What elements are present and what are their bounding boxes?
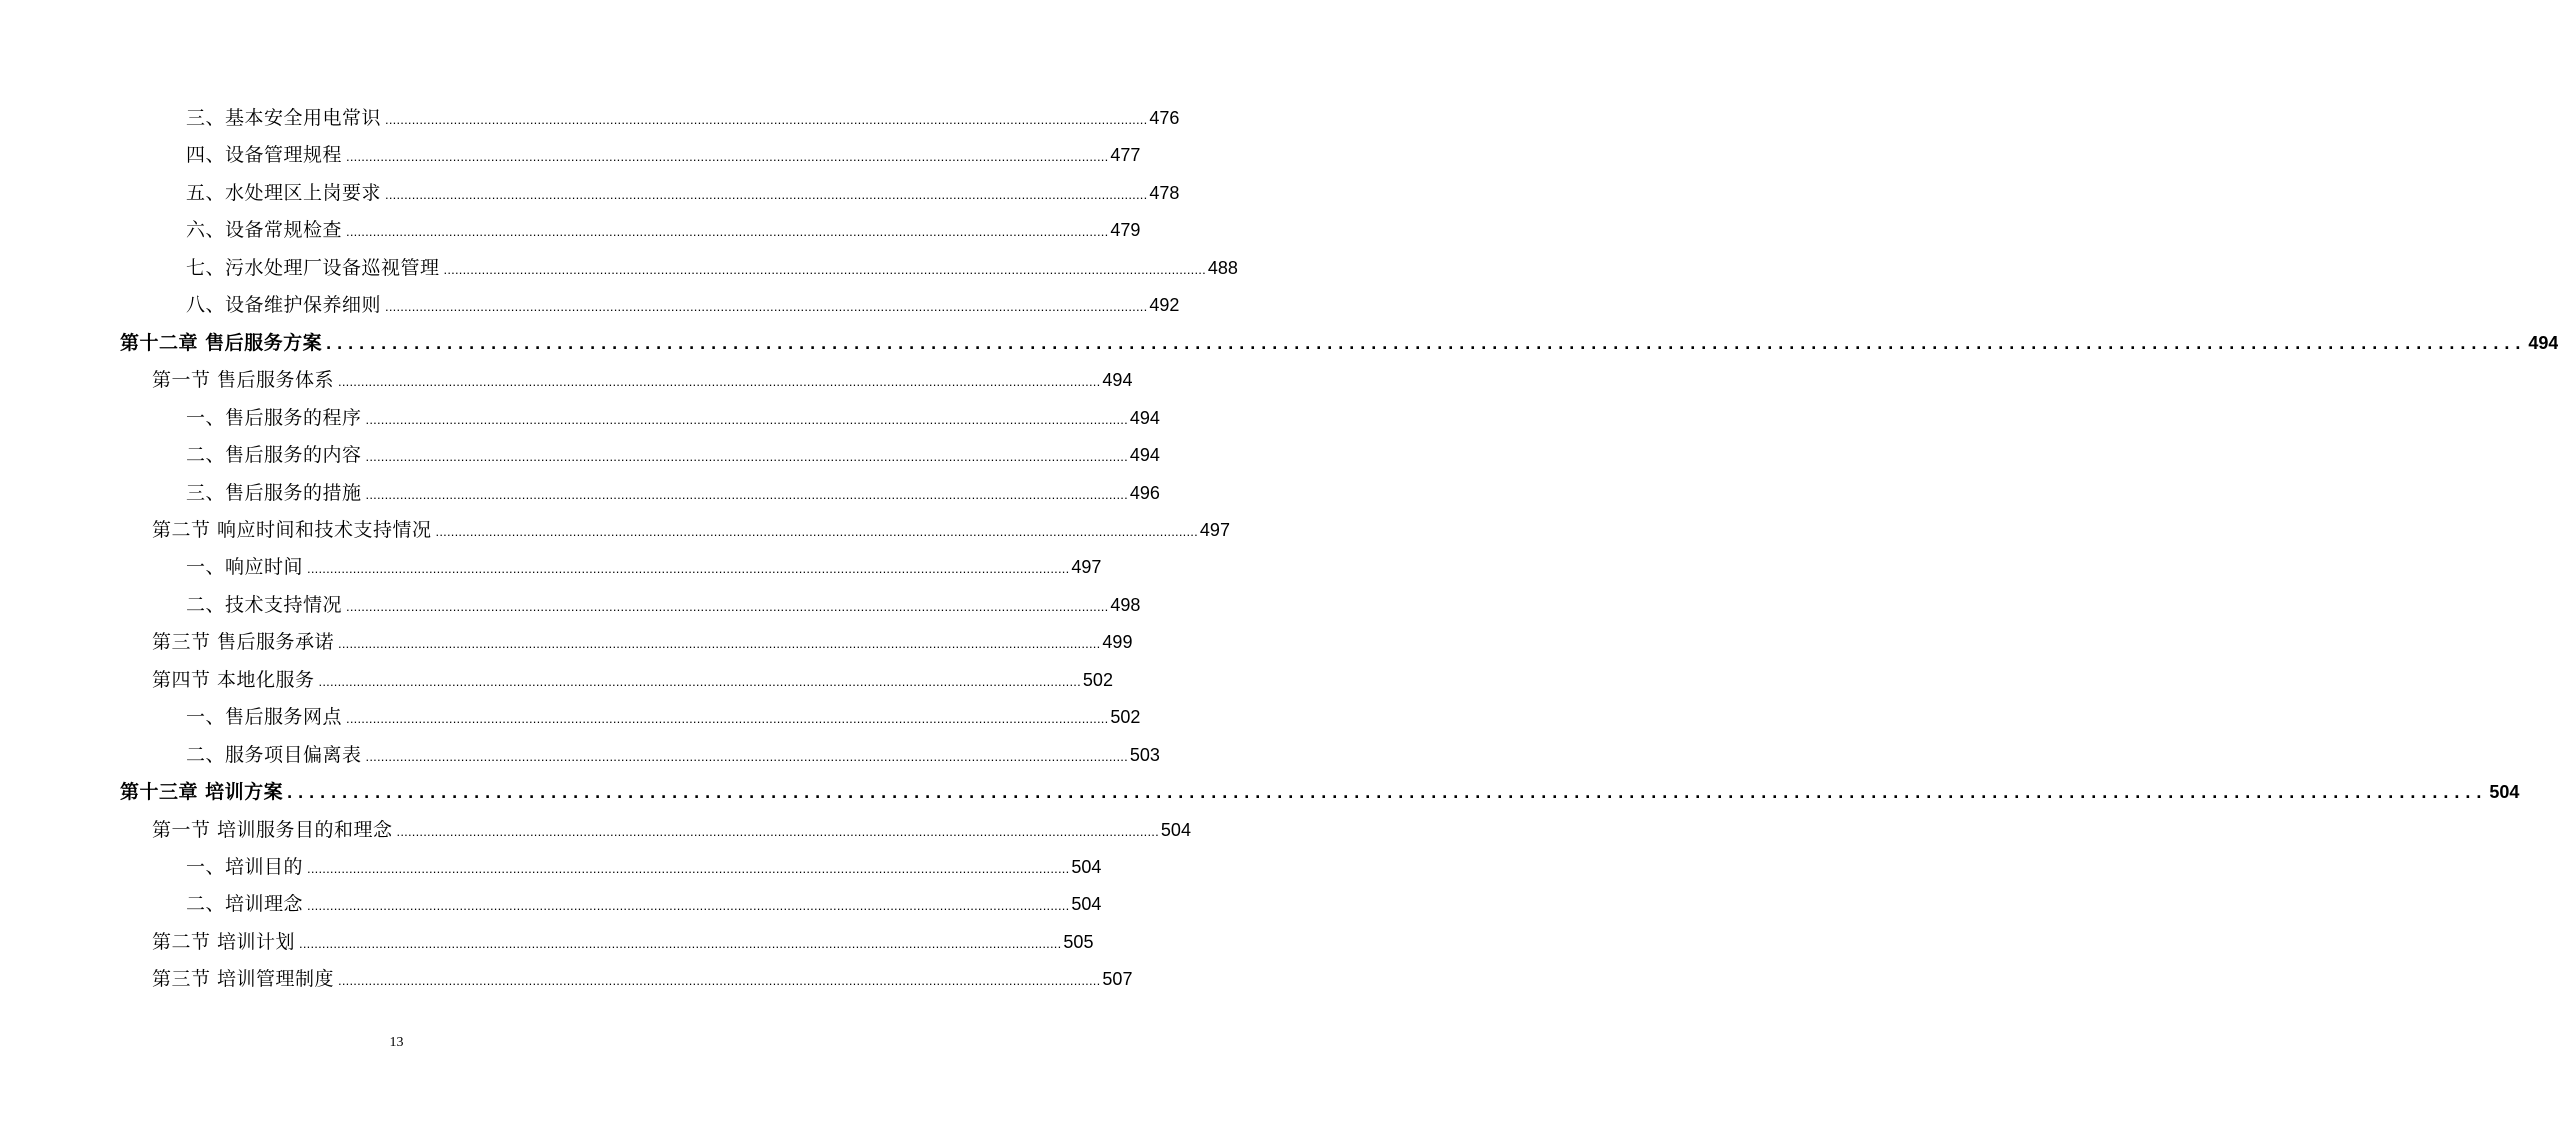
- dot-leader: ........................................................................................................................................................................................................: [443, 261, 1206, 277]
- toc-entry-title: 第十二章 售后服务方案: [120, 331, 323, 354]
- toc-entry-title: 第二节 培训计划: [152, 930, 296, 953]
- toc-entry-title: 一、售后服务网点: [186, 706, 343, 729]
- toc-entry-page: 502: [1110, 707, 1141, 728]
- toc-section-entry[interactable]: [152, 812, 1191, 849]
- toc-entry-page: 505: [1063, 931, 1094, 952]
- toc-entry-page: 498: [1110, 594, 1141, 615]
- toc-entry-page: 507: [1102, 969, 1133, 990]
- toc-entry-title: 第三节 培训管理制度: [152, 968, 335, 991]
- toc-entry-title: 一、响应时间: [186, 556, 304, 579]
- toc-entry-page: 492: [1149, 295, 1180, 316]
- toc-section-entry[interactable]: [152, 624, 1133, 661]
- toc-section-entry[interactable]: [152, 362, 1133, 399]
- toc-entry-title: 二、技术支持情况: [186, 593, 343, 616]
- dot-leader: ........................................................................................................................................................................................................: [287, 782, 2488, 803]
- toc-subsection-entry[interactable]: [186, 886, 1102, 923]
- dot-leader: ........................................................................................................................................................................................................: [338, 374, 1101, 390]
- toc-entry-title: 四、设备管理规程: [186, 144, 343, 167]
- toc-entry-page: 479: [1110, 220, 1141, 241]
- toc-entry-page: 488: [1207, 257, 1238, 278]
- dot-leader: ........................................................................................................................................................................................................: [318, 673, 1081, 689]
- toc-entry-page: 494: [1102, 370, 1133, 391]
- toc-entry-page: 478: [1149, 182, 1180, 203]
- dot-leader: ........................................................................................................................................................................................................: [299, 935, 1062, 951]
- toc-subsection-entry[interactable]: [186, 437, 1160, 474]
- toc-section-entry[interactable]: [152, 924, 1094, 961]
- toc-chapter-entry[interactable]: [120, 774, 2520, 811]
- toc-entry-page: 503: [1129, 744, 1160, 765]
- page-number: 13: [389, 1035, 404, 1050]
- dot-leader: ........................................................................................................................................................................................................: [385, 186, 1148, 202]
- toc-entry-page: 496: [1129, 482, 1160, 503]
- toc-entry-title: 二、售后服务的内容: [186, 444, 362, 467]
- toc-subsection-entry[interactable]: [186, 737, 1160, 774]
- toc-entry-title: 七、污水处理厂设备巡视管理: [186, 256, 440, 279]
- dot-leader: ........................................................................................................................................................................................................: [346, 224, 1109, 240]
- toc-entry-title: 一、售后服务的程序: [186, 406, 362, 429]
- dot-leader: ........................................................................................................................................................................................................: [365, 411, 1128, 427]
- toc-chapter-entry[interactable]: [120, 325, 2558, 362]
- dot-leader: ........................................................................................................................................................................................................: [396, 823, 1159, 839]
- dot-leader: ........................................................................................................................................................................................................: [326, 332, 2527, 353]
- dot-leader: ........................................................................................................................................................................................................: [365, 748, 1128, 764]
- dot-leader: ........................................................................................................................................................................................................: [338, 973, 1101, 989]
- toc-subsection-entry[interactable]: [186, 250, 1238, 287]
- dot-leader: ........................................................................................................................................................................................................: [385, 112, 1148, 127]
- toc-subsection-entry[interactable]: [186, 175, 1180, 212]
- toc-entry-title: 第一节 培训服务目的和理念: [152, 818, 393, 841]
- toc-entry-title: 三、售后服务的措施: [186, 481, 362, 504]
- toc-section-entry[interactable]: [152, 662, 1113, 699]
- toc-entry-page: 497: [1071, 557, 1102, 578]
- toc-entry-title: 八、设备维护保养细则: [186, 294, 382, 317]
- toc-entry-page: 504: [1071, 857, 1102, 877]
- toc-entry-page: 476: [1149, 108, 1180, 128]
- toc-entry-title: 第一节 售后服务体系: [152, 369, 335, 392]
- toc-entry-page: 494: [2528, 332, 2558, 353]
- toc-entry-page: 504: [1160, 819, 1191, 840]
- dot-leader: ........................................................................................................................................................................................................: [307, 898, 1070, 914]
- toc-entry-page: 499: [1102, 632, 1133, 653]
- toc-entry-page: 502: [1082, 669, 1113, 690]
- toc-subsection-entry[interactable]: [186, 699, 1141, 736]
- toc-subsection-entry[interactable]: [186, 212, 1141, 249]
- toc-subsection-entry[interactable]: [186, 287, 1180, 324]
- toc-entry-page: 504: [1071, 894, 1102, 915]
- toc-subsection-entry[interactable]: [186, 475, 1160, 512]
- toc-section-entry[interactable]: [152, 512, 1230, 549]
- toc-entry-title: 五、水处理区上岗要求: [186, 181, 382, 204]
- dot-leader: ........................................................................................................................................................................................................: [338, 636, 1101, 652]
- toc-entry-title: 第四节 本地化服务: [152, 668, 315, 691]
- dot-leader: ........................................................................................................................................................................................................: [346, 598, 1109, 614]
- toc-entry-page: 494: [1129, 407, 1160, 428]
- dot-leader: ........................................................................................................................................................................................................: [307, 861, 1070, 876]
- toc-subsection-entry[interactable]: [186, 549, 1102, 586]
- toc-entry-title: 第二节 响应时间和技术支持情况: [152, 518, 432, 541]
- dot-leader: ........................................................................................................................................................................................................: [365, 449, 1128, 465]
- dot-leader: ........................................................................................................................................................................................................: [435, 523, 1198, 539]
- toc-entry-title: 一、培训目的: [186, 856, 304, 878]
- toc-entry-page: 504: [2489, 782, 2520, 803]
- dot-leader: ........................................................................................................................................................................................................: [307, 561, 1070, 577]
- toc-entry-page: 477: [1110, 145, 1141, 166]
- toc-subsection-entry[interactable]: [186, 587, 1141, 624]
- dot-leader: ........................................................................................................................................................................................................: [346, 149, 1109, 165]
- toc-entry-page: 494: [1129, 445, 1160, 466]
- toc-subsection-entry[interactable]: [186, 849, 1102, 886]
- dot-leader: ........................................................................................................................................................................................................: [346, 711, 1109, 727]
- toc-entry-title: 第三节 售后服务承诺: [152, 631, 335, 654]
- toc-entry-title: 三、基本安全用电常识: [186, 107, 382, 129]
- dot-leader: ........................................................................................................................................................................................................: [385, 299, 1148, 315]
- toc-entry-title: 六、设备常规检查: [186, 219, 343, 242]
- toc-entry-title: 二、培训理念: [186, 893, 304, 916]
- toc-subsection-entry[interactable]: [186, 400, 1160, 437]
- toc-entry-title: 第十三章 培训方案: [120, 781, 284, 804]
- toc-entry-title: 二、服务项目偏离表: [186, 743, 362, 766]
- toc-section-entry[interactable]: [152, 961, 1133, 998]
- toc-subsection-entry[interactable]: [186, 100, 1180, 137]
- toc-entry-page: 497: [1199, 519, 1230, 540]
- toc-subsection-entry[interactable]: [186, 137, 1141, 174]
- dot-leader: ........................................................................................................................................................................................................: [365, 486, 1128, 502]
